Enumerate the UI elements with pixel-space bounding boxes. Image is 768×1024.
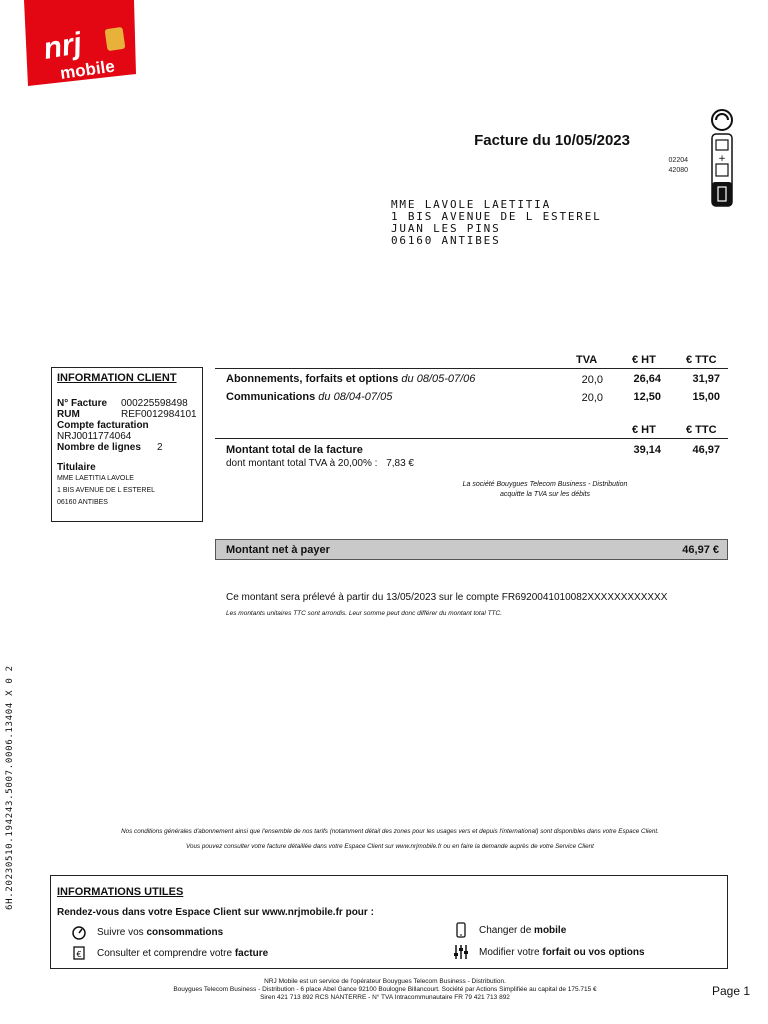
- useful-item-consumption: [71, 924, 223, 940]
- holder-address-line: MME LAETITIA LAVOLE: [57, 475, 134, 482]
- row-period: du 08/05-07/06: [401, 373, 476, 385]
- row-ttc: 15,00: [692, 391, 720, 403]
- address-line: MME LAVOLE LAETITIA: [391, 198, 552, 211]
- total-label: [226, 444, 363, 456]
- rum-value: REF0012984101: [121, 409, 197, 420]
- reference-code: 02204: [668, 157, 688, 164]
- total-vat-line: [226, 458, 414, 469]
- direct-debit-text: Ce montant sera prélevé à partir du 13/05/2023 sur le compte FR6920041010082XXXXXXXXXXXX: [226, 592, 668, 603]
- useful-item-invoice: [71, 945, 268, 961]
- page-number: Page 1: [712, 984, 751, 998]
- vat-note-line: acquitte la TVA sur les débits: [499, 491, 590, 498]
- sliders-icon: [453, 944, 469, 960]
- client-info-title: INFORMATION CLIENT: [57, 372, 177, 384]
- footer-line: Bouygues Telecom Business - Distribution - 6 place Abel Gance 92100 Boulogne Billancourt. Société par Actions Simplifiée au capital de 175.715 €: [173, 986, 597, 993]
- useful-item-text: Modifier votre forfait ou vos options: [479, 946, 645, 958]
- legal-footer: [100, 978, 670, 1002]
- row-period: du 08/04-07/05: [318, 391, 393, 403]
- table-divider: [215, 438, 728, 439]
- useful-item-text: Suivre vos consommations: [97, 926, 224, 938]
- svg-text:mobile: mobile: [58, 56, 116, 83]
- svg-text:€: €: [76, 950, 82, 959]
- gauge-icon: [71, 924, 87, 940]
- footer-line: NRJ Mobile est un service de l'opérateur Bouygues Telecom Business - Distribution.: [264, 978, 506, 985]
- account-value: NRJ0011774064: [57, 431, 132, 442]
- row-ht: 26,64: [633, 373, 661, 385]
- account-value-row: [57, 431, 197, 442]
- side-reference-code: [5, 640, 19, 910]
- svg-text:+: +: [718, 154, 726, 164]
- useful-info-box: [50, 875, 728, 969]
- account-label-row: [57, 420, 197, 431]
- useful-info-subtitle: Rendez-vous dans votre Espace Client sur www.nrjmobile.fr pour :: [57, 907, 374, 918]
- useful-info-title: INFORMATIONS UTILES: [57, 886, 184, 898]
- total-header-ttc: € TTC: [686, 424, 717, 436]
- net-to-pay-value: 46,97 €: [682, 544, 719, 556]
- holder-label: Titulaire: [57, 462, 96, 473]
- total-label-text: Montant total de la facture: [226, 444, 363, 456]
- invoice-title: Facture du 10/05/2023: [474, 132, 630, 149]
- column-header-ht: € HT: [632, 354, 656, 366]
- useful-item-text: Changer de mobile: [479, 924, 567, 936]
- useful-item-text: Consulter et comprendre votre facture: [97, 947, 269, 959]
- total-vat-label: dont montant total TVA à 20,00% :: [226, 458, 378, 469]
- rum-label: RUM: [57, 409, 80, 420]
- column-header-tva: TVA: [576, 354, 598, 366]
- holder-address-line: 1 BIS AVENUE DE L ESTEREL: [57, 487, 156, 494]
- invoice-number-value: 000225598498: [121, 398, 188, 409]
- footer-line: Siren 421 713 892 RCS NANTERRE - N° TVA Intracommunautaire FR 79 421 713 892: [260, 994, 510, 1001]
- lines-value: 2: [157, 442, 163, 453]
- row-label: Abonnements, forfaits et options: [226, 373, 399, 385]
- column-header-ttc: € TTC: [686, 354, 717, 366]
- rum-row: [57, 409, 197, 420]
- useful-item-plan: [453, 944, 645, 960]
- table-divider: [215, 368, 728, 369]
- table-row-subscriptions: [226, 373, 475, 385]
- row-tva: 20,0: [581, 392, 603, 404]
- net-to-pay-bar: [215, 539, 728, 560]
- total-vat-value: 7,83 €: [386, 458, 414, 469]
- reference-codes: [640, 156, 688, 176]
- rounding-note: Les montants unitaires TTC sont arrondis. Leur somme peut donc différer du montant total TTC.: [226, 610, 503, 617]
- row-tva: 20,0: [581, 374, 603, 386]
- invoice-number-label: N° Facture: [57, 398, 108, 409]
- conditions-line: Vous pouvez consulter votre facture détaillée dans votre Espace Client sur www.nrjmobile.fr ou en faire la demande auprès de votre Service Client: [186, 843, 594, 850]
- phone-swap-icon: [453, 922, 469, 938]
- vat-note-line: La société Bouygues Telecom Business - Distribution: [462, 481, 628, 488]
- nrj-mobile-logo: [22, 0, 140, 86]
- row-ht: 12,50: [633, 391, 661, 403]
- address-line: JUAN LES PINS: [391, 222, 501, 235]
- net-to-pay-label: Montant net à payer: [226, 544, 330, 556]
- total-ttc: 46,97: [692, 444, 720, 456]
- conditions-line: Nos conditions générales d'abonnement ainsi que l'ensemble de nos tarifs (notamment détail des zones pour les usages vers et depuis l'international) sont disponibles dans votre Espace Client.: [121, 828, 659, 835]
- recipient-address: [391, 199, 602, 247]
- address-line: 1 BIS AVENUE DE L ESTEREL: [391, 210, 602, 223]
- useful-item-mobile: [453, 922, 566, 938]
- lines-row: [57, 442, 197, 453]
- reference-code: 42080: [668, 167, 688, 174]
- holder-address-line: 06160 ANTIBES: [57, 499, 108, 506]
- address-line: 06160 ANTIBES: [391, 234, 501, 247]
- row-ttc: 31,97: [692, 373, 720, 385]
- holder-address: [57, 473, 197, 509]
- client-info-box: [51, 367, 203, 522]
- side-code-text: 6H.20230510.194243.5007.0006.13404 X 0 2: [5, 665, 15, 910]
- holder-row: [57, 462, 197, 473]
- total-header-ht: € HT: [632, 424, 656, 436]
- total-ht: 39,14: [633, 444, 661, 456]
- svg-text:nrj: nrj: [40, 26, 85, 66]
- invoice-number-row: [57, 398, 197, 409]
- recycling-symbols: [708, 108, 736, 208]
- invoice-icon: [71, 945, 87, 961]
- account-label: Compte facturation: [57, 420, 149, 431]
- vat-note: [440, 480, 650, 500]
- table-row-communications: [226, 391, 392, 403]
- bin-icon: [712, 182, 732, 206]
- lines-label: Nombre de lignes: [57, 442, 141, 453]
- row-label: Communications: [226, 391, 316, 403]
